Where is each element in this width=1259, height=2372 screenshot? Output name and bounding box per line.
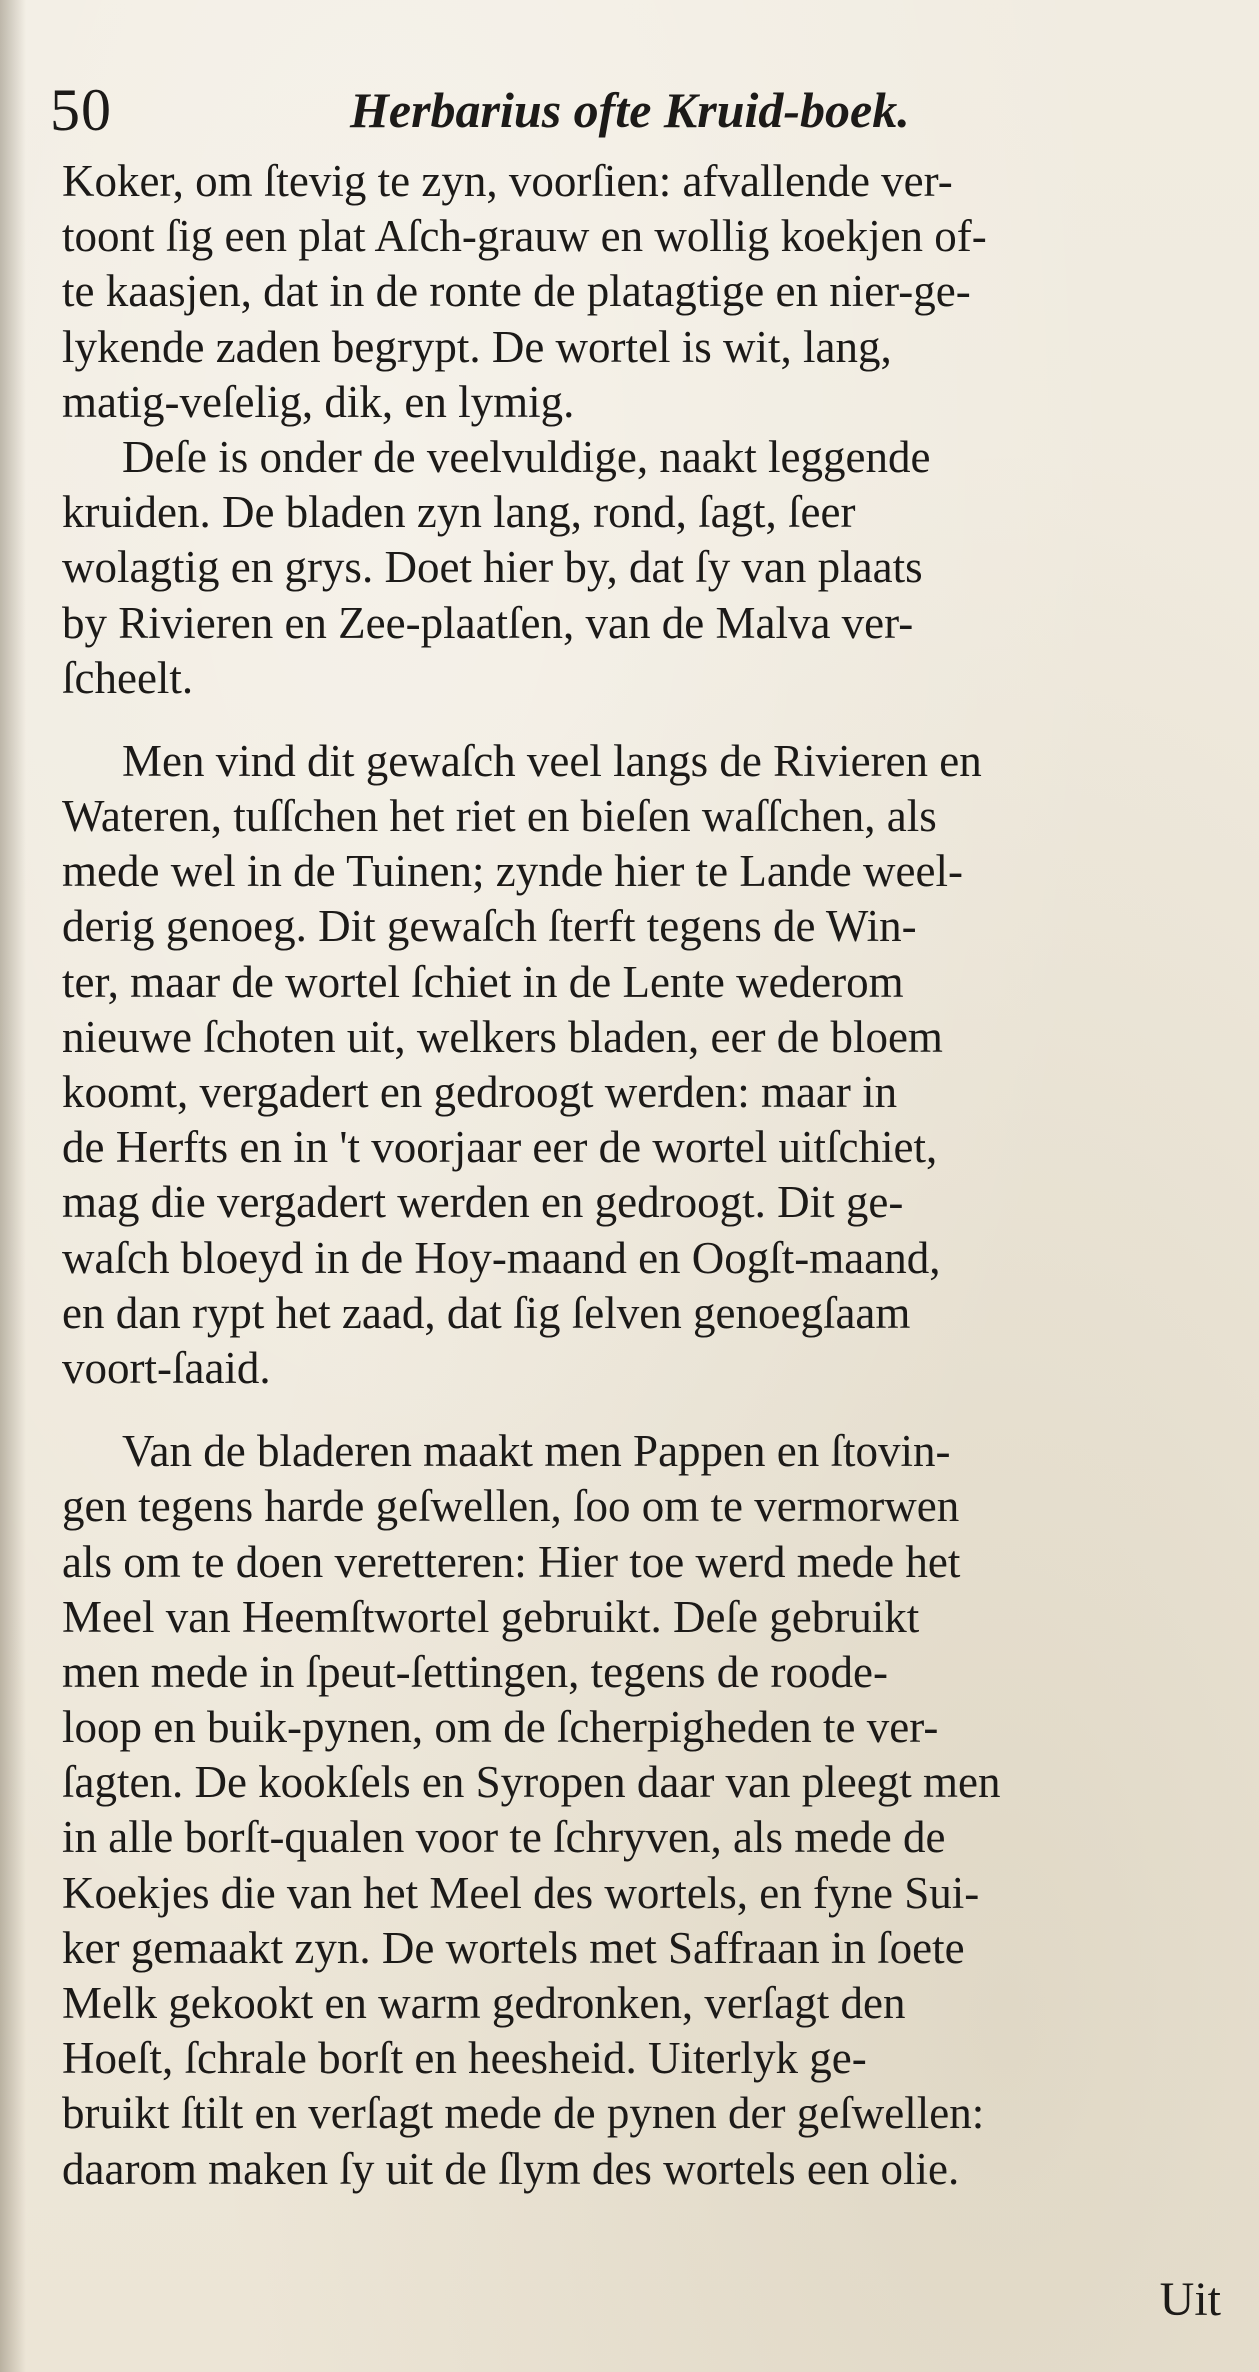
text-line: wolagtig en grys. Doet hier by, dat ſy van plaats [62,542,923,593]
text-line: Hoeſt, ſchrale borſt en heesheid. Uiterlyk ge- [62,2033,867,2084]
text-line: ſcheelt. [62,652,194,703]
text-line: Meel van Heemſtwortel gebruikt. Deſe gebruikt [62,1591,920,1642]
text-line: men mede in ſpeut-ſettingen, tegens de roode- [62,1646,888,1697]
text-line: voort-ſaaid. [62,1342,271,1393]
gutter-shadow [0,0,26,2372]
text-line: toont ſig een plat Aſch-grauw en wollig koekjen of- [62,211,987,262]
text-line: mag die vergadert werden en gedroogt. Dit ge- [62,1177,904,1228]
text-line: bruikt ſtilt en verſagt mede de pynen der geſwellen: [62,2088,985,2139]
text-line: mede wel in de Tuinen; zynde hier te Lande weel- [62,846,963,897]
text-line: in alle borſt-qualen voor te ſchryven, als mede de [62,1812,946,1863]
text-line: als om te doen veretteren: Hier toe werd mede het [62,1536,961,1587]
text-line: lykende zaden begrypt. De wortel is wit, lang, [62,321,892,372]
text-line: Koker, om ſtevig te zyn, voorſien: afvallende ver- [62,156,953,206]
text-line: nieuwe ſchoten uit, welkers bladen, eer de bloem [62,1011,943,1062]
text-line: kruiden. De bladen zyn lang, rond, ſagt, ſeer [62,487,856,538]
page-header [50,70,1210,150]
body-text [62,154,1192,2197]
text-line: de Herfts en in 't voorjaar eer de wortel uitſchiet, [62,1122,938,1173]
page-number: 50 [50,77,112,143]
text-line: koomt, vergadert en gedroogt werden: maar in [62,1067,898,1117]
text-line: ker gemaakt zyn. De wortels met Saffraan in ſoete [62,1922,965,1973]
text-line: Men vind dit gewaſch veel langs de Rivieren en [122,735,982,786]
text-line: matig-veſelig, dik, en lymig. [62,376,575,427]
text-line: gen tegens harde geſwellen, ſoo om te vermorwen [62,1481,960,1532]
text-line: waſch bloeyd in de Hoy-maand en Oogſt-maand, [62,1232,941,1283]
catchword: Uit [1159,2273,1221,2326]
text-line: loop en buik-pynen, om de ſcherpigheden te ver- [62,1702,939,1753]
text-line: derig genoeg. Dit gewaſch ſterft tegens de Win- [62,901,917,952]
text-line: te kaasjen, dat in de ronte de platagtige en nier-ge- [62,266,971,317]
text-line: en dan rypt het zaad, dat ſig ſelven genoegſaam [62,1287,911,1338]
text-line: by Rivieren en Zee-plaatſen, van de Malva ver- [62,597,914,648]
text-line: Melk gekookt en warm gedronken, verſagt den [62,1978,906,2028]
text-line: ſagten. De kookſels en Syropen daar van pleegt men [62,1757,1001,1808]
text-line: Koekjes die van het Meel des wortels, en fyne Sui- [62,1867,980,1918]
text-line: ter, maar de wortel ſchiet in de Lente wederom [62,956,904,1007]
running-title: Herbarius ofte Kruid-boek. [350,82,910,138]
text-line: Van de bladeren maakt men Pappen en ſtovin- [122,1426,951,1477]
text-line: Deſe is onder de veelvuldige, naakt leggende [122,431,931,482]
text-line: Wateren, tuſſchen het riet en bieſen waſſchen, als [62,791,937,842]
text-line: daarom maken ſy uit de ſlym des wortels een olie. [62,2143,960,2194]
